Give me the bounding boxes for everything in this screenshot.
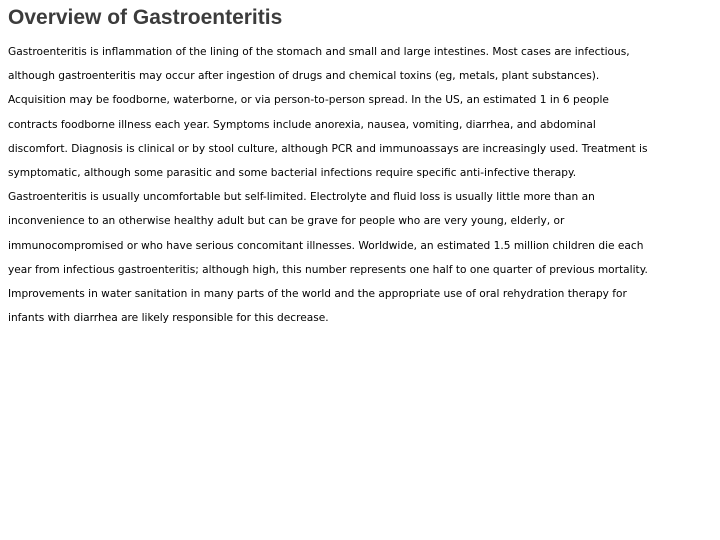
paragraph-line: inconvenience to an otherwise healthy adult but can be grave for people who are very young, elderly, or xyxy=(8,215,565,228)
paragraph-line: Acquisition may be foodborne, waterborne, or via person-to-person spread. In the US, an estimated 1 in 6 people xyxy=(8,94,609,107)
paragraph-line: immunocompromised or who have serious concomitant illnesses. Worldwide, an estimated 1.5 million children die each xyxy=(8,239,644,252)
paragraph-line: infants with diarrhea are likely responsible for this decrease. xyxy=(8,312,329,325)
paragraph-line: year from infectious gastroenteritis; although high, this number represents one half to one quarter of previous mortality. xyxy=(8,263,648,276)
paragraph-line: Gastroenteritis is usually uncomfortable but self-limited. Electrolyte and fluid loss is usually little more than an xyxy=(8,191,595,204)
paragraph-line: contracts foodborne illness each year. Symptoms include anorexia, nausea, vomiting, diarrhea, and abdominal xyxy=(8,118,596,131)
body-paragraph xyxy=(8,40,648,330)
paragraph-line: symptomatic, although some parasitic and some bacterial infections require specific anti-infective therapy. xyxy=(8,167,577,180)
paragraph-line: discomfort. Diagnosis is clinical or by stool culture, although PCR and immunoassays are increasingly used. Treatment is xyxy=(8,142,648,155)
paragraph-line: although gastroenteritis may occur after ingestion of drugs and chemical toxins (eg, metals, plant substances). xyxy=(8,70,600,83)
paragraph-line: Gastroenteritis is inflammation of the lining of the stomach and small and large intestines. Most cases are infectious, xyxy=(8,46,630,58)
paragraph-line: Improvements in water sanitation in many parts of the world and the appropriate use of oral rehydration therapy for xyxy=(8,288,627,301)
slide-title: Overview of Gastroenteritis xyxy=(8,6,283,29)
